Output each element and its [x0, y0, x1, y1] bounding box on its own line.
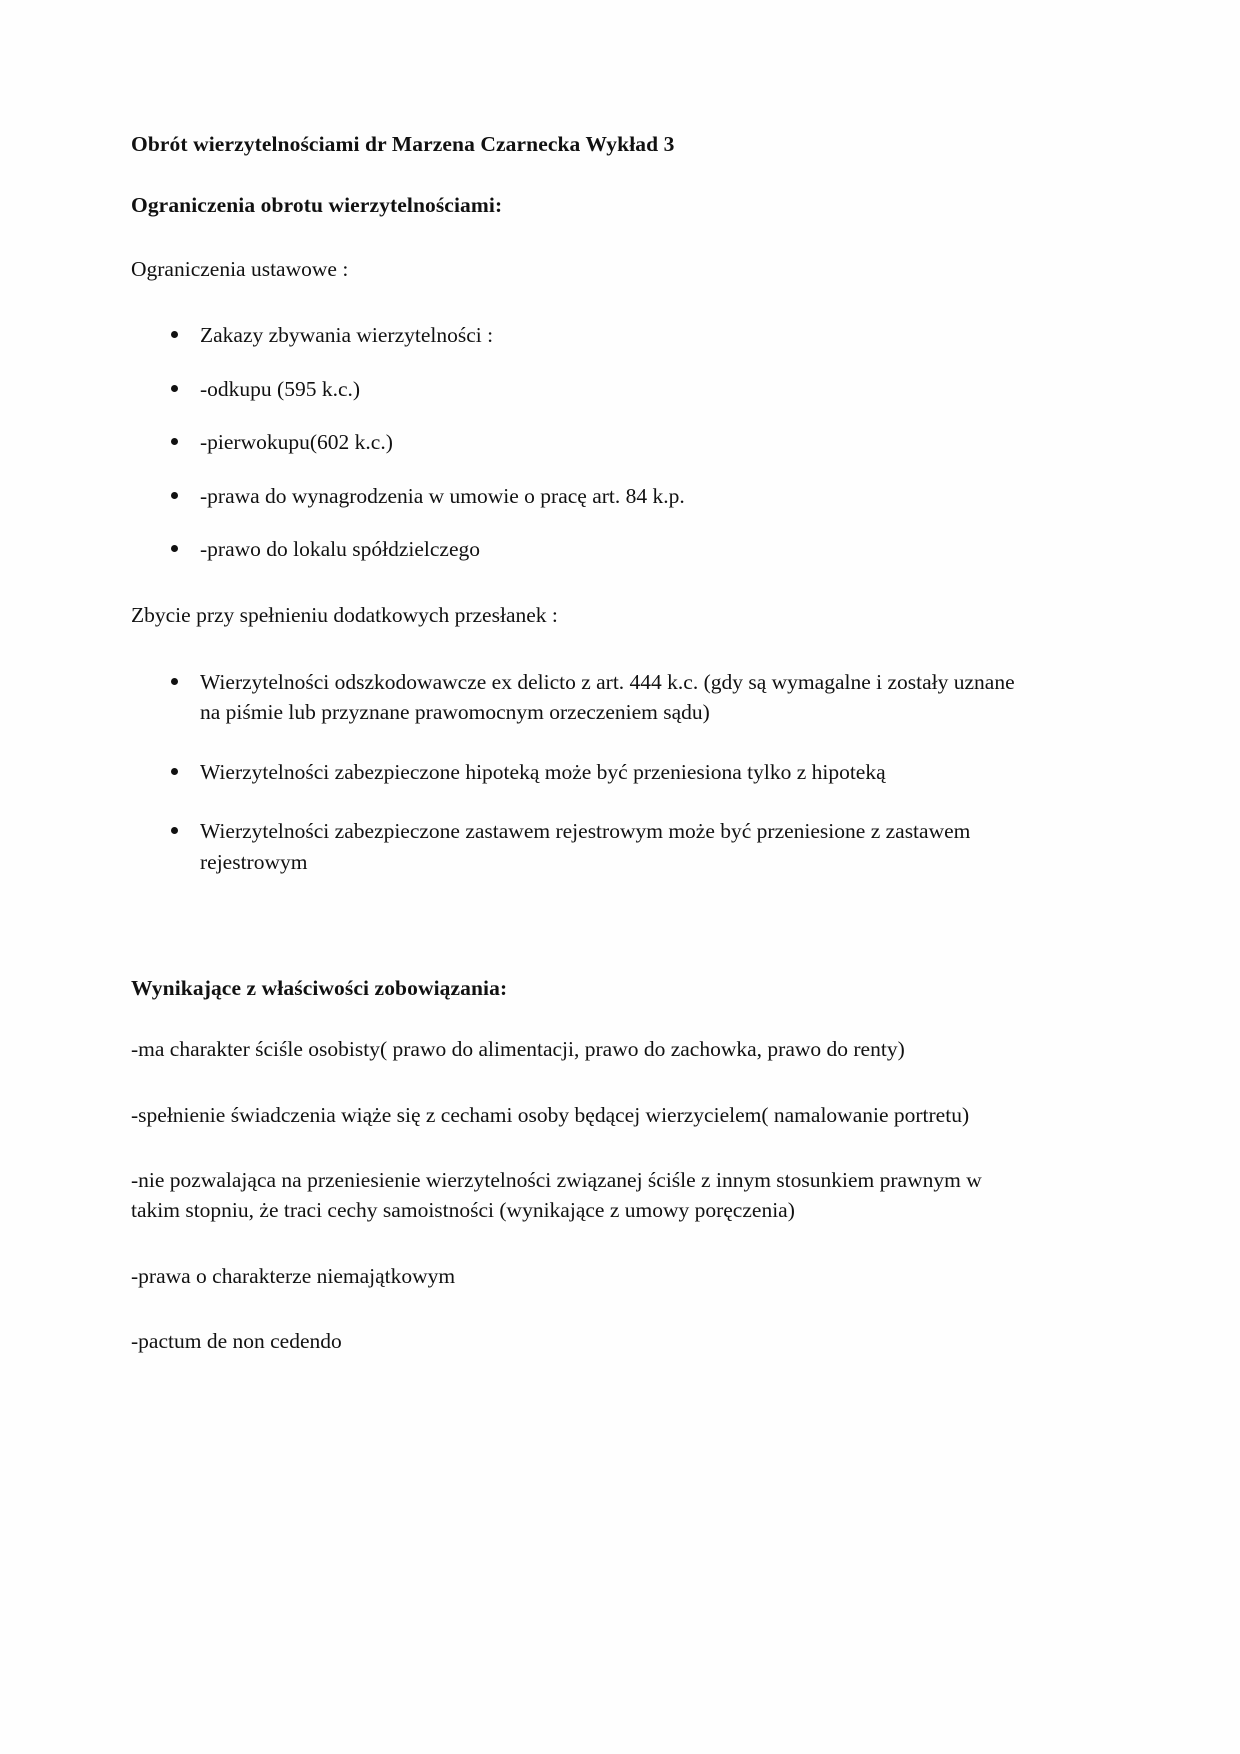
additional-conditions-list	[131, 667, 1015, 878]
bullet-dot-icon	[171, 385, 178, 392]
bullet-dot-icon	[171, 768, 178, 775]
section-heading-restrictions: Ograniczenia obrotu wierzytelnościami:	[131, 192, 503, 217]
list-item	[131, 374, 991, 405]
obligation-paragraph-linked-relation: -nie pozwalająca na przeniesienie wierzytelności związanej ściśle z innym stosunkiem prawnym w takim stopniu, że traci cechy samoistności (wynikające z umowy poręczenia)	[131, 1168, 982, 1223]
list-item	[131, 757, 1030, 788]
list-item	[131, 816, 1030, 877]
bullet-dot-icon	[171, 678, 178, 685]
bullet-dot-icon	[171, 438, 178, 445]
list-item-label: Wierzytelności odszkodowawcze ex delicto z art. 444 k.c. (gdy są wymagalne i zostały uznane na piśmie lub przyznane prawomocnym orzeczeniem sądu)	[200, 669, 1015, 725]
list-item	[131, 427, 991, 458]
list-item	[131, 667, 1030, 728]
obligation-paragraph-pactum: -pactum de non cedendo	[131, 1329, 342, 1354]
list-item-label: -prawa do wynagrodzenia w umowie o pracę art. 84 k.p.	[200, 483, 685, 508]
list-item-label: Zakazy zbywania wierzytelności :	[200, 323, 494, 348]
list-item-label: -odkupu (595 k.c.)	[200, 376, 361, 401]
section-heading-obligation-nature: Wynikające z właściwości zobowiązania:	[131, 976, 508, 1001]
document-body	[131, 131, 1015, 1393]
obligation-paragraph-personal: -ma charakter ściśle osobisty( prawo do alimentacji, prawo do zachowka, prawo do renty)	[131, 1037, 905, 1062]
bullet-dot-icon	[171, 331, 178, 338]
bullet-dot-icon	[171, 545, 178, 552]
list-item-label: Wierzytelności zabezpieczone zastawem rejestrowym może być przeniesione z zastawem rejestrowym	[200, 819, 971, 874]
bullet-dot-icon	[171, 827, 178, 834]
document-title: Obrót wierzytelnościami dr Marzena Czarnecka Wykład 3	[131, 132, 675, 156]
list-item	[131, 481, 991, 512]
subheading-additional-conditions: Zbycie przy spełnieniu dodatkowych przesłanek :	[131, 602, 558, 627]
subheading-statutory-restrictions: Ograniczenia ustawowe :	[131, 256, 349, 281]
section-spacer	[131, 913, 991, 975]
list-item	[131, 534, 991, 565]
list-item-label: -prawo do lokalu spółdzielczego	[200, 537, 481, 562]
statutory-restrictions-list	[131, 320, 991, 565]
list-item-label: -pierwokupu(602 k.c.)	[200, 430, 393, 455]
bullet-dot-icon	[171, 492, 178, 499]
list-item	[131, 320, 991, 351]
list-item-label: Wierzytelności zabezpieczone hipoteką może być przeniesiona tylko z hipoteką	[200, 759, 886, 784]
obligation-paragraph-nonpecuniary: -prawa o charakterze niemajątkowym	[131, 1263, 456, 1288]
obligation-paragraph-creditor-traits: -spełnienie świadczenia wiąże się z cechami osoby będącej wierzycielem( namalowanie portretu)	[131, 1102, 970, 1127]
